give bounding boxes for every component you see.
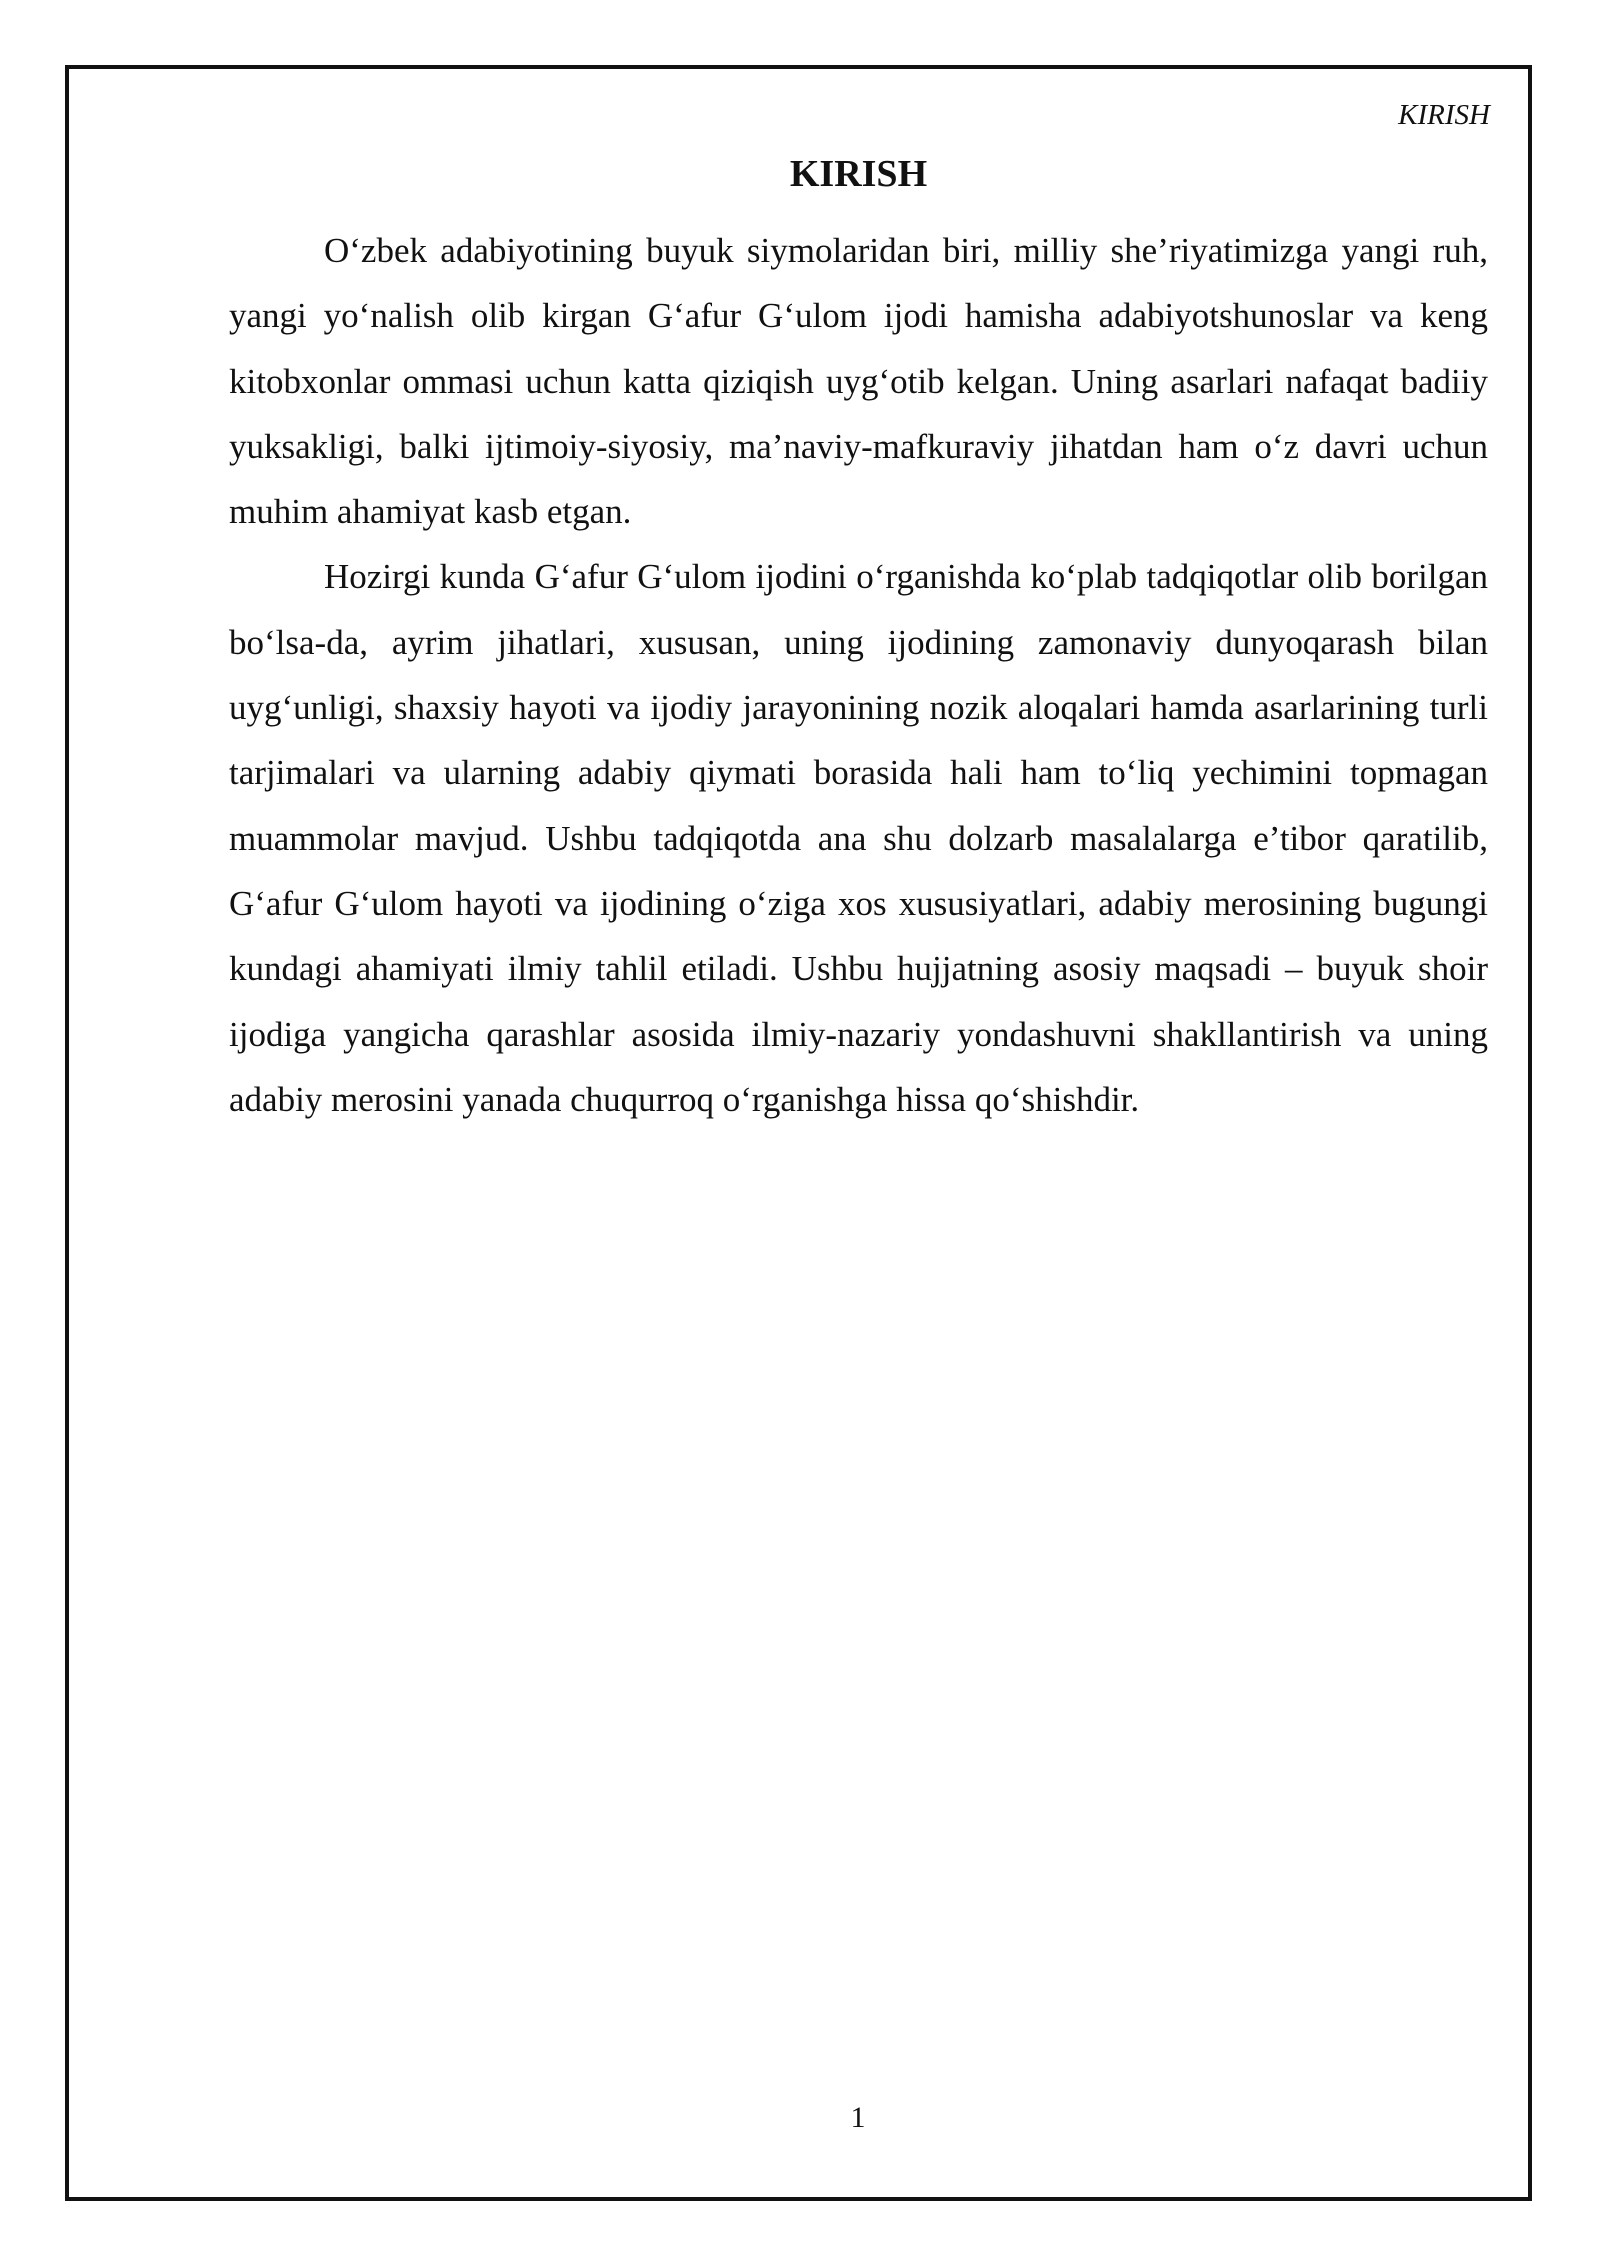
- running-header: KIRISH: [1398, 99, 1490, 131]
- paragraph-research: Hozirgi kunda G‘afur G‘ulom ijodini o‘rganishda ko‘plab tadqiqotlar olib borilgan bo‘lsa-da, ayrim jihatlari, xususan, uning ijodining zamonaviy dunyoqarash bilan uyg‘unligi, shaxsiy hayoti va ijodiy jarayonining nozik aloqalari hamda asarlarining turli tarjimalari va ularning adabiy qiymati borasida hali ham to‘liq yechimini topmagan muammolar mavjud. Ushbu tadqiqotda ana shu dolzarb masalalarga e’tibor qaratilib, G‘afur G‘ulom hayoti va ijodining o‘ziga xos xususiyatlari, adabiy merosining bugungi kundagi ahamiyati ilmiy tahlil etiladi. Ushbu hujjatning asosiy maqsadi – buyuk shoir ijodiga yangicha qarashlar asosida ilmiy-nazariy yondashuvni shakllantirish va uning adabiy merosini yanada chuqurroq o‘rganishga hissa qo‘shishdir.: [229, 557, 1488, 1119]
- paragraph-intro: O‘zbek adabiyotining buyuk siymolaridan biri, milliy she’riyatimizga yangi ruh, yangi yo‘nalish olib kirgan G‘afur G‘ulom ijodi hamisha adabiyotshunoslar va keng kitobxonlar ommasi uchun katta qiziqish uyg‘otib kelgan. Uning asarlari nafaqat badiiy yuksakligi, balki ijtimoiy-siyosiy, ma’naviy-mafkuraviy jihatdan ham o‘z davri uchun muhim ahamiyat kasb etgan.: [229, 231, 1488, 532]
- page-content: [229, 152, 1488, 1132]
- page-title: KIRISH: [789, 153, 928, 195]
- page-number: 1: [850, 2101, 866, 2134]
